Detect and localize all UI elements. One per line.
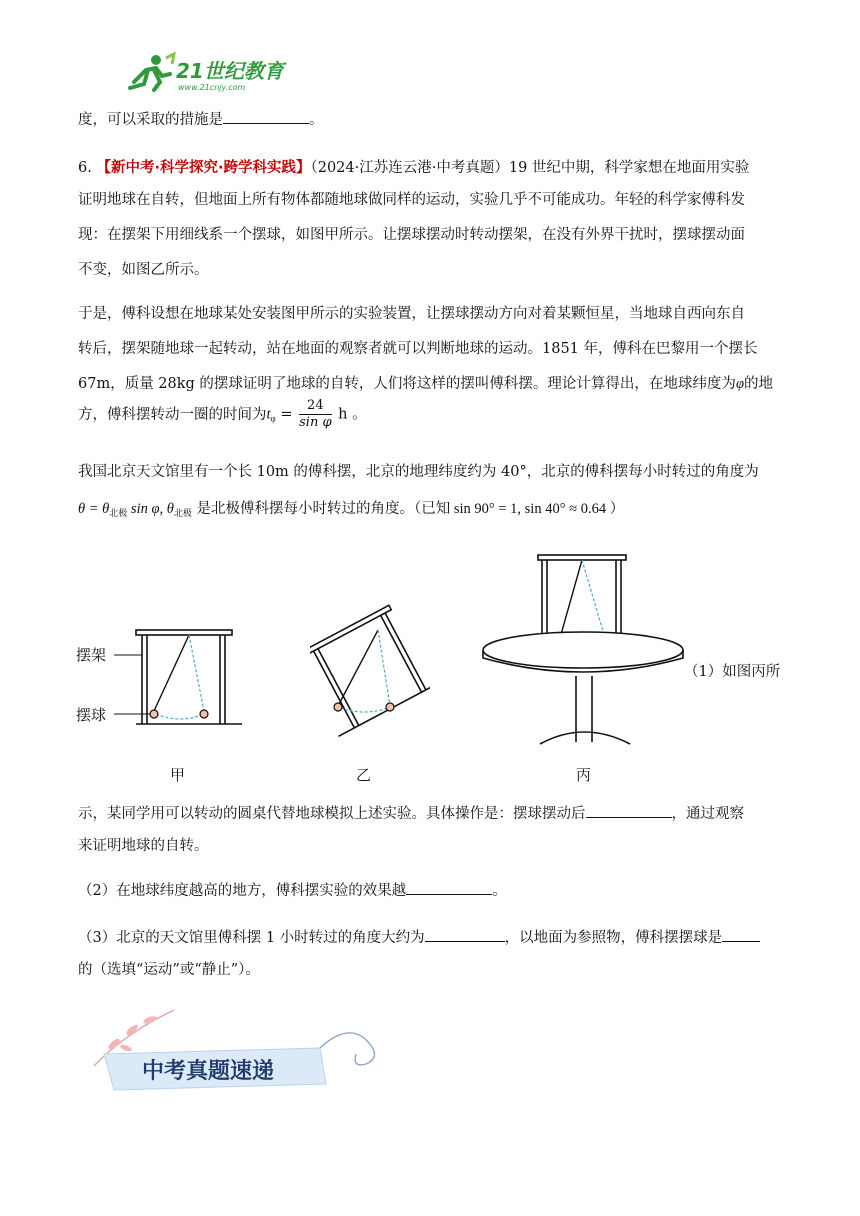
caption-yi: 乙 (356, 766, 372, 784)
sub1-blank[interactable] (586, 803, 672, 818)
sub3-blank-1[interactable] (425, 927, 505, 942)
pendulum-ball (150, 710, 158, 718)
figure-bing (480, 552, 690, 752)
theta-formula: θ = θ (78, 501, 110, 517)
sub2-line (78, 879, 507, 900)
site-logo (126, 52, 296, 94)
sub3-line-2: 的（选填“运动”或“静止”）。 (78, 962, 260, 978)
sub3-line (78, 926, 760, 947)
answer-blank[interactable] (223, 109, 309, 124)
q6-text: 19 世纪中期，科学家想在地面用实验 (508, 160, 750, 176)
formula-fraction (299, 398, 331, 431)
formula-sub: φ (270, 413, 276, 424)
sub1-line-3: 来证明地球的自转。 (78, 838, 209, 854)
q6-p2-line-4-text: 方，傅科摆转动一圈的时间为 (78, 406, 267, 423)
formula-unit: h (333, 406, 348, 423)
logo-brand: 21世纪教育 (176, 59, 284, 83)
sub3-mid: ，以地面为参照物，傅科摆摆球是 (504, 930, 723, 946)
q6-p2-line-3 (78, 372, 773, 393)
sub1-end: ，通过观察 (671, 806, 744, 822)
sub2-blank[interactable] (406, 880, 492, 895)
q6-p2-line-3-text: 67m，质量 28kg 的摆球证明了地球的自转，人们将这样的摆叫傅科摆。理论计算得出，在地球纬度为 (78, 376, 736, 392)
formula-denominator: sin φ (299, 415, 332, 430)
formula-t: t (266, 406, 271, 423)
label-frame: 摆架 (76, 646, 107, 664)
figure-yi (310, 592, 430, 742)
q6-p3-close: ） (609, 501, 625, 517)
sub1-start: （1）如图丙所 (684, 664, 781, 680)
q6-number: 6. (78, 160, 92, 176)
formula-end: 。 (347, 406, 367, 423)
logo-url: www.21cnjy.com (178, 83, 246, 92)
q6-p2-line-3-end: 的地 (743, 376, 773, 392)
q6-p2-line-2: 转后，摆架随地球一起转动，站在地面的观察者就可以判断地球的运动。1851 年，傅科在巴黎用一个摆长 (78, 341, 758, 357)
q6-line-1 (78, 156, 749, 177)
theta-sub-1: 北极 (109, 509, 128, 519)
caption-jia: 甲 (170, 766, 186, 784)
sub2-text: （2）在地球纬度越高的地方，傅科摆实验的效果越 (78, 883, 407, 899)
formula-numerator: 24 (299, 398, 331, 415)
q6-line-3: 现：在摆架下用细线系一个摆球，如图甲所示。让摆球摆动时转动摆架，在没有外界干扰时，摆球摆动面 (78, 227, 745, 243)
sub1-line-2 (78, 802, 744, 823)
prev-text: 度，可以采取的措施是 (78, 112, 223, 128)
sub2-end: 。 (492, 883, 507, 899)
known-values: sin 90° = 1, sin 40° ≈ 0.64 (450, 501, 610, 517)
prev-question-line (78, 108, 324, 129)
q6-tag: 【新中考·科学探究·跨学科实践】 (96, 160, 311, 176)
section-banner (84, 1004, 394, 1104)
banner-text: 中考真题速递 (142, 1059, 275, 1084)
sub1-text: 示，某同学用可以转动的圆桌代替地球模拟上述实验。具体操作是：摆球摆动后 (78, 806, 586, 822)
q6-p3-line-2 (78, 497, 624, 519)
sub3-text: （3）北京的天文馆里傅科摆 1 小时转过的角度大约为 (78, 930, 425, 946)
q6-line-4: 不变，如图乙所示。 (78, 262, 209, 278)
phi-symbol: φ (735, 376, 744, 392)
q6-p2-line-4 (78, 398, 367, 431)
q6-p3-line-1: 我国北京天文馆里有一个长 10m 的傅科摆，北京的地理纬度约为 40°，北京的傅科摆每小时转过的角度为 (78, 464, 759, 480)
q6-p2-line-1: 于是，傅科设想在地球某处安装图甲所示的实验装置，让摆球摆动方向对着某颗恒星，当地球自西向东自 (78, 306, 745, 322)
theta-mid: sin φ, θ (127, 501, 174, 517)
formula-eq: = (275, 406, 298, 423)
runner-icon (130, 54, 174, 90)
swirl-icon (320, 1033, 375, 1065)
theta-sub-2: 北极 (173, 509, 192, 519)
q6-source: （2024·江苏连云港·中考真题） (310, 160, 509, 176)
q6-p3-text: 是北极傅科摆每小时转过的角度。（已知 (191, 501, 451, 517)
prev-end: 。 (309, 112, 324, 128)
caption-bing: 丙 (576, 766, 592, 784)
q6-line-2: 证明地球在自转，但地面上所有物体都随地球做同样的运动，实验几乎不可能成功。年轻的科学家傅科发 (78, 192, 745, 208)
sub3-blank-2[interactable] (722, 927, 760, 942)
label-ball: 摆球 (76, 706, 107, 724)
